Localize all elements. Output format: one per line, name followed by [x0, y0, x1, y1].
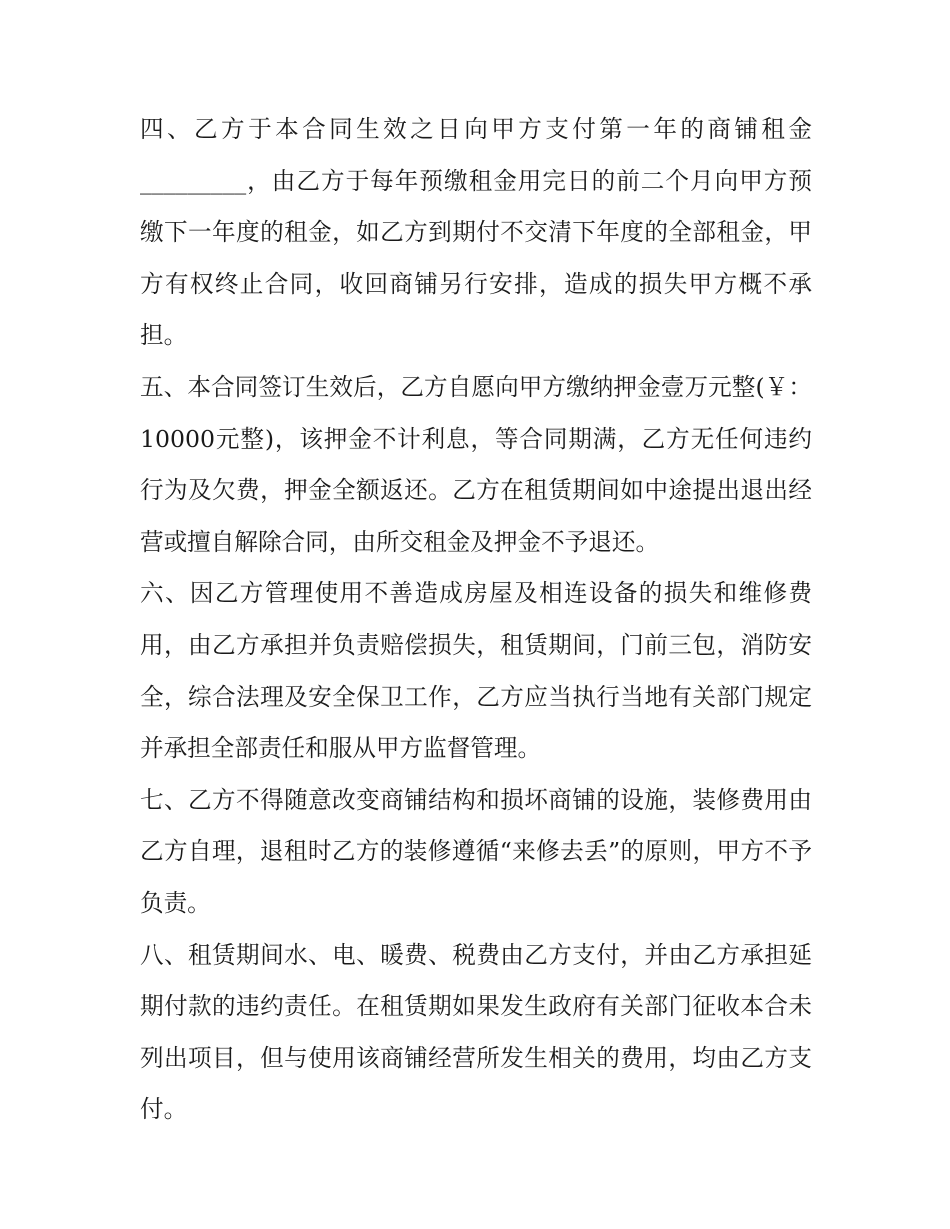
contract-body	[140, 104, 812, 1136]
clause-6: 六、因乙方管理使用不善造成房屋及相连设备的损失和维修费用，由乙方承担并负责赔偿损失，租赁期间，门前三包，消防安全，综合法理及安全保卫工作，乙方应当执行当地有关部门规定并承担全部责任和服从甲方监督管理。	[140, 579, 812, 763]
clause-5: 五、本合同签订生效后，乙方自愿向甲方缴纳押金壹万元整(￥：10000元整)，该押金不计利息，等合同期满，乙方无任何违约行为及欠费，押金全额返还。乙方在租赁期间如中途提出退出经营或擅自解除合同，由所交租金及押金不予退还。	[140, 372, 812, 556]
clause-8: 八、租赁期间水、电、暖费、税费由乙方支付，并由乙方承担延期付款的违约责任。在租赁期如果发生政府有关部门征收本合未列出项目，但与使用该商铺经营所发生相关的费用，均由乙方支付。	[140, 940, 812, 1124]
clause-7: 七、乙方不得随意改变商铺结构和损坏商铺的设施，装修费用由乙方自理，退租时乙方的装修遵循“来修去丢”的原则，甲方不予负责。	[140, 785, 812, 917]
clause-4: 四、乙方于本合同生效之日向甲方支付第一年的商铺租金_________，由乙方于每年预缴租金用完日的前二个月向甲方预缴下一年度的租金，如乙方到期付不交清下年度的全部租金，甲方有权终止合同，收回商铺另行安排，造成的损失甲方概不承担。	[140, 115, 812, 350]
